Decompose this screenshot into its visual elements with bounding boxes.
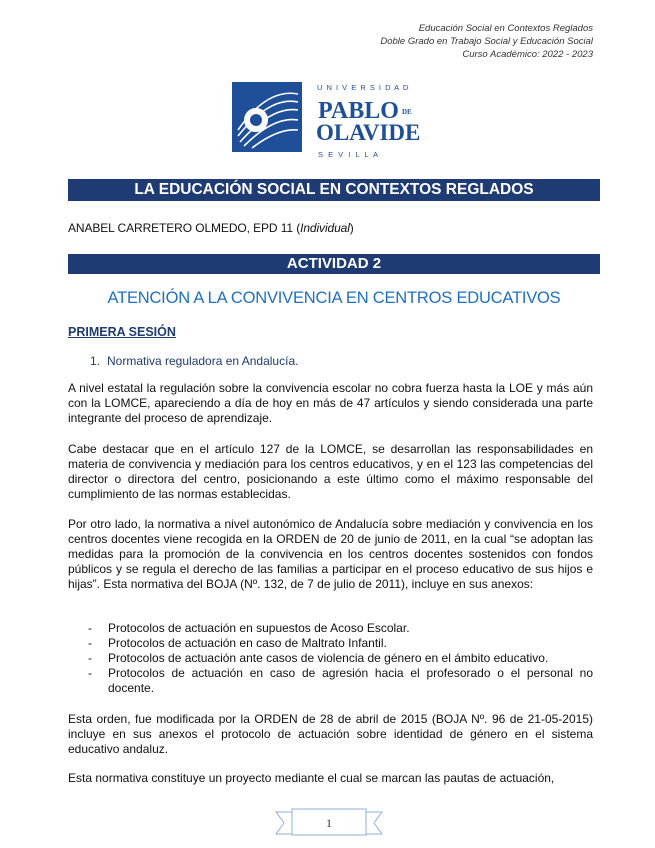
paragraph: Esta orden, fue modificada por la ORDEN de 28 de abril de 2015 (BOJA Nº. 96 de 21-05-2015) incluye en sus anexos el protocolo de actuación sobre identidad de género en el sistema educativo andaluz. xyxy=(68,712,593,756)
document-title: LA EDUCACIÓN SOCIAL EN CONTEXTOS REGLADOS xyxy=(68,179,600,201)
logo-pablo: PABLO xyxy=(318,98,399,124)
section-heading: PRIMERA SESIÓN xyxy=(68,325,176,339)
page-number: 1 xyxy=(326,816,332,830)
list-dash: - xyxy=(88,621,92,635)
list-dash: - xyxy=(88,636,92,650)
header-course: Educación Social en Contextos Reglados xyxy=(418,23,593,34)
paragraph: Por otro lado, la normativa a nivel autonómico de Andalucía sobre mediación y convivencia en los centros docentes viene recogida en la ORDEN de 20 de junio de 2011, en la cual “se adoptan las medidas para la promoción de la convivencia en los centros docentes sostenidos con fondos públicos y se regula el derecho de las familias a participar en el proceso educativo de sus hijos e hijas”. Esta normativa del BOJA (Nº. 132, de 7 de julio de 2011), incluye en sus anexos: xyxy=(68,517,593,591)
paragraph: Esta normativa constituye un proyecto mediante el cual se marcan las pautas de actuación, xyxy=(68,771,555,785)
author-close: ) xyxy=(349,221,354,235)
university-logo xyxy=(232,80,432,160)
list-item: - Protocolos de actuación ante casos de violencia de género en el ámbito educativo. xyxy=(88,651,549,665)
list-item: - Protocolos de actuación en caso de agresión hacia el profesorado o el personal no docente. xyxy=(88,666,593,695)
logo-de: DE xyxy=(402,108,412,116)
page-number-ribbon xyxy=(274,808,384,838)
logo-university: U N I V E R S I D A D xyxy=(317,83,410,92)
author-name: ANABEL CARRETERO OLMEDO, EPD 11 ( xyxy=(68,221,301,235)
list-dash: - xyxy=(88,666,92,680)
list-item: - Protocolos de actuación en supuestos de Acoso Escolar. xyxy=(88,621,410,635)
header-year: Curso Académico: 2022 - 2023 xyxy=(462,49,593,60)
protocol-list xyxy=(68,621,593,696)
numbered-heading-number: 1. xyxy=(90,354,101,368)
list-item: - Protocolos de actuación en caso de Maltrato Infantil. xyxy=(88,636,387,650)
logo-olavide: OLAVIDE xyxy=(316,120,421,145)
author-mode: Individual xyxy=(300,221,350,235)
paragraph: A nivel estatal la regulación sobre la convivencia escolar no cobra fuerza hasta la LOE y más aún con la LOMCE, apareciendo a día de hoy en más de 47 artículos y siendo considerada una parte integrante del proceso de aprendizaje. xyxy=(68,381,593,425)
sun-emblem-icon xyxy=(232,82,302,152)
running-header xyxy=(380,22,593,61)
header-degree: Doble Grado en Trabajo Social y Educación Social xyxy=(380,36,593,47)
activity-subtitle: ATENCIÓN A LA CONVIVENCIA EN CENTROS EDUCATIVOS xyxy=(107,289,561,307)
list-dash: - xyxy=(88,651,92,665)
author-line xyxy=(68,221,354,235)
numbered-heading-text: Normativa reguladora en Andalucía. xyxy=(107,354,299,368)
numbered-heading xyxy=(90,354,298,368)
paragraph: Cabe destacar que en el artículo 127 de la LOMCE, se desarrollan las responsabilidades en materia de convivencia y mediación para los centros educativos, y en el 123 las competencias del director o directora del centro, posicionando a este último como el máximo responsable del cumplimiento de las normas establecidas. xyxy=(68,442,593,501)
logo-sevilla: S E V I L L A xyxy=(318,150,380,159)
activity-title: ACTIVIDAD 2 xyxy=(68,254,600,274)
